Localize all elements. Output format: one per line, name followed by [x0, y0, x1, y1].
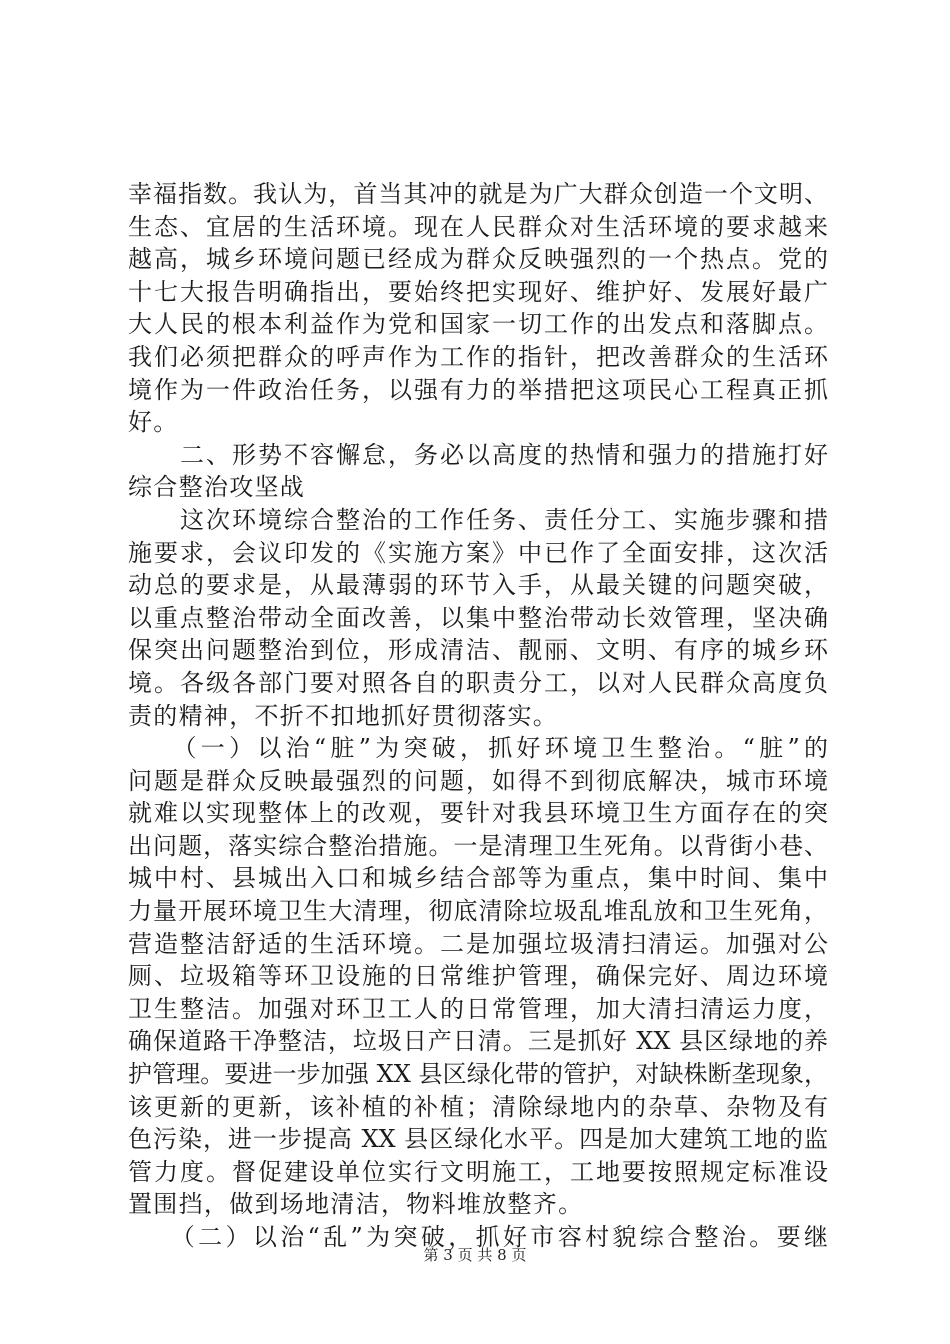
- text-line: 保突出问题整治到位，形成清洁、靓丽、文明、有序的城乡环: [128, 636, 828, 665]
- text-line: （一）以治“脏”为突破，抓好环境卫生整治。“脏”的: [128, 734, 828, 763]
- text-line: 十七大报告明确指出，要始终把实现好、维护好、发展好最广: [128, 277, 828, 306]
- text-line: 好。: [128, 408, 179, 437]
- text-line: 境作为一件政治任务，以强有力的举措把这项民心工程真正抓: [128, 375, 828, 404]
- text-line: 幸福指数。我认为，首当其冲的就是为广大群众创造一个文明、: [128, 180, 828, 208]
- text-line: 置围挡，做到场地清洁，物料堆放整齐。: [128, 1190, 584, 1219]
- text-line: 施要求，会议印发的《实施方案》中已作了全面安排，这次活: [128, 538, 828, 567]
- text-line: 城中村、县城出入口和城乡结合部等为重点，集中时间、集中: [128, 864, 828, 893]
- text-line: 二、形势不容懈怠，务必以高度的热情和强力的措施打好: [128, 440, 828, 469]
- text-line: 责的精神，不折不扣地抓好贯彻落实。: [128, 701, 559, 730]
- text-line: 管力度。督促建设单位实行文明施工，工地要按照规定标准设: [128, 1157, 828, 1186]
- text-line: 这次环境综合整治的工作任务、责任分工、实施步骤和措: [128, 505, 828, 534]
- text-line: 厕、垃圾箱等环卫设施的日常维护管理，确保完好、周边环境: [128, 962, 828, 991]
- body-text: [128, 178, 828, 1254]
- text-line: 动总的要求是，从最薄弱的环节入手，从最关键的问题突破，: [128, 571, 828, 600]
- text-line: 色污染，进一步提高 XX 县区绿化水平。四是加大建筑工地的监: [128, 1125, 828, 1154]
- text-line: 以重点整治带动全面改善，以集中整治带动长效管理，坚决确: [128, 603, 828, 632]
- text-line: 确保道路干净整洁，垃圾日产日清。三是抓好 XX 县区绿地的养: [128, 1027, 828, 1056]
- text-line: 境。各级各部门要对照各自的职责分工，以对人民群众高度负: [128, 668, 828, 697]
- text-line: 力量开展环境卫生大清理，彻底清除垃圾乱堆乱放和卫生死角，: [128, 897, 828, 926]
- text-line: 营造整洁舒适的生活环境。二是加强垃圾清扫清运。加强对公: [128, 929, 828, 958]
- text-line: 护管理。要进一步加强 XX 县区绿化带的管护，对缺株断垄现象，: [128, 1060, 828, 1089]
- text-line: 出问题，落实综合整治措施。一是清理卫生死角。以背街小巷、: [128, 831, 828, 860]
- page-footer: 第 3 页 共 8 页: [423, 1246, 527, 1264]
- text-line: 问题是群众反映最强烈的问题，如得不到彻底解决，城市环境: [128, 766, 828, 795]
- text-line: 大人民的根本利益作为党和国家一切工作的出发点和落脚点。: [128, 310, 828, 339]
- text-line: 越高，城乡环境问题已经成为群众反映强烈的一个热点。党的: [128, 245, 828, 274]
- text-line: 综合整治攻坚战: [128, 473, 306, 502]
- text-line: 我们必须把群众的呼声作为工作的指针，把改善群众的生活环: [128, 342, 828, 371]
- text-line: 生态、宜居的生活环境。现在人民群众对生活环境的要求越来: [128, 212, 828, 241]
- text-line: 该更新的更新，该补植的补植；清除绿地内的杂草、杂物及有: [128, 1092, 828, 1121]
- text-line: 卫生整洁。加强对环卫工人的日常管理，加大清扫清运力度，: [128, 994, 828, 1023]
- text-line: （二）以治“乱”为突破，抓好市容村貌综合整治。要继: [128, 1223, 828, 1251]
- text-line: 就难以实现整体上的改观，要针对我县环境卫生方面存在的突: [128, 799, 828, 828]
